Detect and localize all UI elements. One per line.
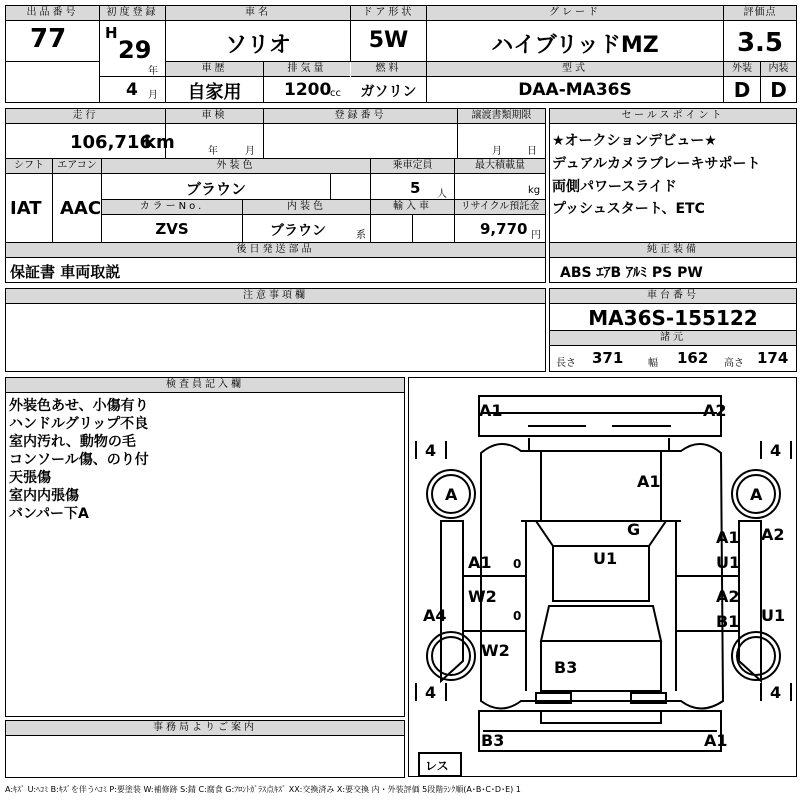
intcolor-unit: 系	[356, 230, 366, 241]
seats-label: 乗車定員	[371, 159, 454, 174]
later-parts: 保証書 車両取説	[10, 263, 121, 281]
model-label: 型式	[427, 62, 723, 77]
sales-line-4: プッシュスタート、ETC	[552, 201, 705, 217]
color-label: 外装色	[102, 159, 370, 174]
later-label: 後日発送部品	[6, 243, 545, 258]
mark-lr-door-zero: 0	[513, 609, 522, 623]
inspect-month-unit: 月	[245, 146, 255, 157]
equipment: ABS ｴｱB ｱﾙﾐ PS PW	[560, 265, 703, 281]
mark-rear-right: A1	[704, 731, 728, 750]
transfer-month: 月	[492, 146, 502, 157]
mark-tire-fl: 4	[425, 441, 437, 460]
disp-unit: cc	[330, 88, 341, 99]
mark-rf-door: A1	[716, 528, 740, 547]
inspector-line-2: ハンドルグリップ不良	[9, 416, 149, 432]
score-label: 評価点	[724, 6, 796, 21]
load-label: 最大積載量	[455, 159, 545, 174]
mark-wheel-right: A	[750, 485, 763, 504]
mark-trunk: B3	[554, 658, 578, 677]
office-label: 事務局よりご案内	[6, 721, 404, 736]
colorno-label: カラーNo.	[102, 200, 242, 215]
length: 371	[592, 349, 624, 367]
inspector-line-3: 室内汚れ、動物の毛	[9, 434, 136, 450]
color-number: ZVS	[155, 220, 189, 238]
mark-right-side: U1	[761, 606, 786, 625]
sales-line-3: 両側パワースライド	[552, 179, 677, 195]
displacement: 1200	[284, 80, 332, 100]
recycle-unit: 円	[531, 230, 541, 241]
intcolor-label: 内装色	[243, 200, 370, 215]
reg-month: 4	[126, 80, 138, 100]
inspector-line-7: バンパー下A	[9, 506, 89, 522]
mark-less: レス	[425, 759, 449, 773]
grade: ハイブリッドMZ	[491, 33, 659, 58]
chassis-label: 車台番号	[550, 289, 796, 304]
reg-year: 29	[118, 36, 152, 64]
int-label: 内装	[761, 62, 796, 77]
dims-label: 諸元	[550, 331, 796, 346]
car-name: ソリオ	[225, 33, 291, 58]
shift-type: IAT	[10, 198, 42, 219]
mark-tire-rr: 4	[770, 683, 782, 702]
name-label: 車名	[166, 6, 350, 21]
mark-windshield: G	[627, 520, 641, 539]
sales-point-label: セールスポイント	[550, 109, 796, 124]
mark-tire-rl: 4	[425, 683, 437, 702]
reg-era: H	[105, 24, 118, 42]
import-label: 輸入車	[371, 200, 454, 215]
legend: A:ｷｽﾞ U:ﾍｺﾐ B:ｷｽﾞを伴うﾍｺﾐ P:要塗装 W:補修跡 S:錆 C:腐食 G:ﾌﾛﾝﾄｶﾞﾗｽ点ｷｽﾞ XX:交換済み X:要交換 内・外装評価 5段階ﾗﾝｸ順(A･B･C･D･E) 1	[5, 785, 521, 794]
inspector-line-4: コンソール傷、のり付	[9, 452, 149, 468]
transfer-label: 譲渡書類期限	[458, 109, 545, 124]
inspector-line-6: 室内内張傷	[9, 488, 79, 504]
chassis-number: MA36S-155122	[588, 306, 758, 330]
int-grade: D	[770, 78, 787, 102]
ac-type: AAC	[60, 198, 102, 219]
interior-color: ブラウン	[270, 223, 326, 239]
mark-wheel-left: A	[445, 485, 458, 504]
door-type: 5W	[368, 28, 409, 53]
recycle-label: リサイクル預託金	[455, 200, 545, 215]
seats: 5	[410, 179, 421, 197]
ext-grade: D	[733, 78, 751, 102]
car-diagram	[409, 378, 796, 776]
fuel-label: 燃料	[351, 62, 426, 77]
model-code: DAA-MA36S	[518, 80, 632, 100]
door-label: ドア形状	[351, 6, 426, 21]
ac-label: エアコン	[53, 159, 101, 174]
inspect-year-unit: 年	[208, 146, 218, 157]
sales-line-2: デュアルカメラブレーキサポート	[552, 156, 761, 172]
mark-rear-left: B3	[481, 731, 505, 750]
mark-rf-side: A2	[761, 525, 785, 544]
mark-lf-door: A1	[468, 553, 492, 572]
mark-a2-front-right: A2	[703, 401, 727, 420]
recycle-fee: 9,770	[480, 220, 528, 238]
height-label: 高さ	[724, 358, 744, 369]
length-label: 長さ	[556, 358, 576, 369]
equipment-label: 純正装備	[550, 243, 796, 258]
sales-line-1: ★オークションデビュー★	[552, 133, 717, 149]
mileage-unit: km	[144, 132, 175, 153]
mark-roof: U1	[593, 549, 618, 568]
score: 3.5	[736, 28, 784, 58]
grade-label: グレード	[427, 6, 723, 21]
regno-label: 登録番号	[264, 109, 457, 124]
height: 174	[757, 349, 789, 367]
damage-diagram-box	[408, 377, 797, 777]
inspect-label: 車検	[166, 109, 263, 124]
inspector-line-1: 外装色あせ、小傷有り	[9, 398, 149, 414]
mark-hood: A1	[637, 472, 661, 491]
fuel: ガソリン	[360, 84, 417, 100]
exterior-color: ブラウン	[185, 180, 246, 198]
mark-lr-quarter: W2	[481, 641, 510, 660]
transfer-day: 日	[527, 146, 537, 157]
mark-rr-door: A2	[716, 587, 740, 606]
lot-number: 77	[30, 24, 67, 54]
reg-month-unit: 月	[148, 90, 158, 101]
ext-label: 外装	[724, 62, 760, 77]
lot-label: 出品番号	[6, 6, 99, 21]
mark-left-side: A4	[423, 606, 447, 625]
seats-unit: 人	[437, 189, 447, 200]
mark-rf-door-2: U1	[716, 553, 741, 572]
mark-a1-front-left: A1	[479, 401, 503, 420]
reg-year-unit: 年	[148, 66, 158, 77]
reg-label: 初度登録	[100, 6, 165, 21]
mark-lr-door: W2	[468, 587, 497, 606]
load-unit: kg	[528, 185, 541, 196]
caution-label: 注意事項欄	[6, 289, 545, 304]
mileage-label: 走行	[6, 109, 165, 124]
history-label: 車歴	[166, 62, 263, 77]
disp-label: 排気量	[264, 62, 350, 77]
mark-lf-door-zero: 0	[513, 557, 522, 571]
width-label: 幅	[648, 358, 658, 369]
inspector-label: 検査員記入欄	[6, 378, 404, 393]
inspector-line-5: 天張傷	[9, 470, 51, 486]
mark-tire-fr: 4	[770, 441, 782, 460]
width: 162	[677, 349, 709, 367]
mileage: 106,716	[70, 132, 152, 153]
mark-rr-door-2: B1	[716, 612, 740, 631]
shift-label: シフト	[6, 159, 52, 174]
car-history: 自家用	[187, 82, 242, 103]
